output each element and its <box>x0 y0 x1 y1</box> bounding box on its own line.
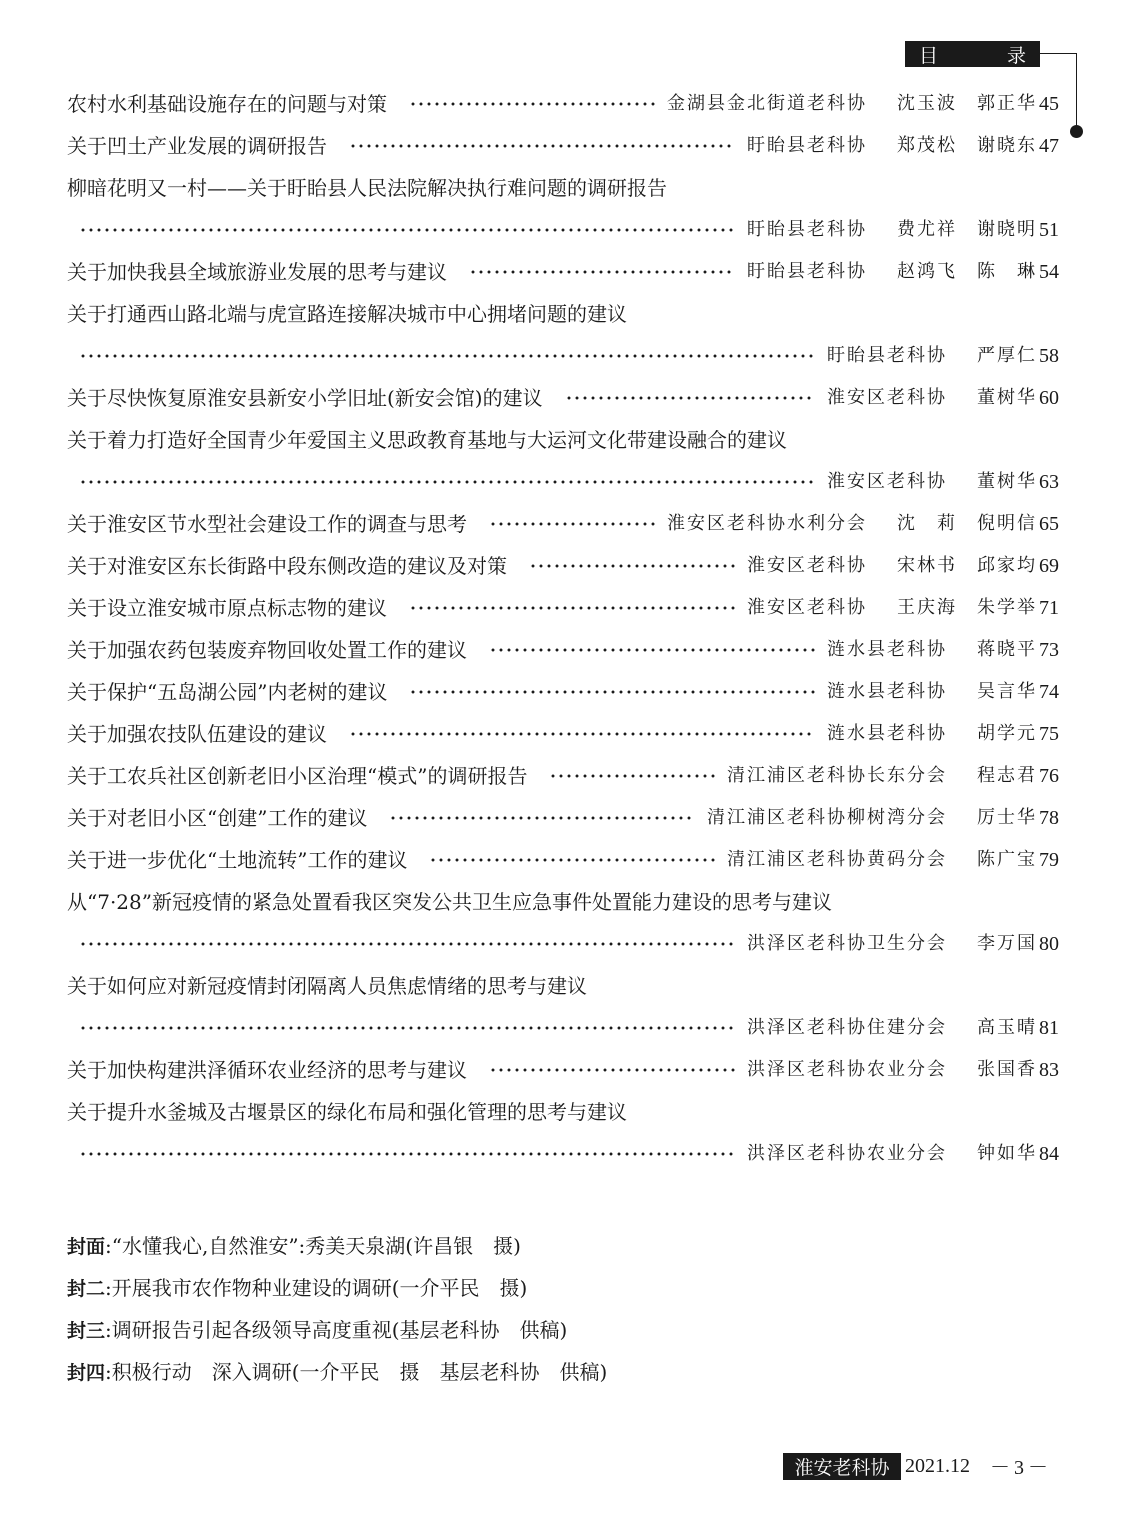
toc-entry-title: 柳暗花明又一村——关于盱眙县人民法院解决执行难问题的调研报告 <box>67 176 667 200</box>
dot-leader <box>469 269 735 275</box>
toc-entry-page: 69 <box>1039 555 1059 577</box>
toc-entry-title: 关于如何应对新冠疫情封闭隔离人员焦虑情绪的思考与建议 <box>67 974 587 998</box>
toc-entry-authors: 宋林书 邱家均 <box>897 555 1037 576</box>
cover-caption-text: :调研报告引起各级领导高度重视(基层老科协 供稿) <box>105 1318 568 1342</box>
toc-entry[interactable] <box>67 251 1059 293</box>
toc-entry-title: 从“7·28”新冠疫情的紧急处置看我区突发公共卫生应急事件处置能力建设的思考与建议 <box>67 890 832 914</box>
cover-caption <box>67 1351 967 1393</box>
toc-entry-title: 关于加强农技队伍建设的建议 <box>67 722 327 746</box>
toc-entry-title: 关于加快构建洪泽循环农业经济的思考与建议 <box>67 1058 467 1082</box>
dot-leader <box>565 395 815 401</box>
toc-entry[interactable] <box>67 839 1059 881</box>
toc-entry[interactable] <box>67 293 1059 335</box>
dot-leader <box>79 941 735 947</box>
dot-leader <box>489 647 815 653</box>
toc-entry-org: 洪泽区老科协卫生分会 <box>747 933 947 954</box>
toc-entry-page: 73 <box>1039 639 1059 661</box>
toc-entry-authors: 董树华 <box>977 387 1037 408</box>
toc-entry-org: 涟水县老科协 <box>827 723 947 744</box>
header-connector-vertical <box>1076 53 1077 131</box>
toc-entry-continuation[interactable] <box>67 461 1059 503</box>
toc-entry-authors: 蒋晓平 <box>977 639 1037 660</box>
dot-leader <box>549 773 715 779</box>
toc-entry-page: 84 <box>1039 1143 1059 1165</box>
cover-caption-label: 封三 <box>67 1320 106 1342</box>
toc-entry-page: 47 <box>1039 135 1059 157</box>
toc-entry-org: 淮安区老科协 <box>827 471 947 492</box>
toc-entry-authors: 吴言华 <box>977 681 1037 702</box>
toc-entry-title: 关于凹土产业发展的调研报告 <box>67 134 327 158</box>
dot-leader <box>409 101 655 107</box>
toc-entry-org: 淮安区老科协水利分会 <box>667 513 867 534</box>
toc-entry-authors: 沈玉波 郭正华 <box>897 93 1037 114</box>
toc-entry-continuation[interactable] <box>67 1007 1059 1049</box>
toc-entry-title: 关于加快我县全域旅游业发展的思考与建议 <box>67 260 447 284</box>
toc-entry-authors: 陈广宝 <box>977 849 1037 870</box>
toc-entry-authors: 王庆海 朱学举 <box>897 597 1037 618</box>
toc-entry-authors: 胡学元 <box>977 723 1037 744</box>
toc-entry-org: 清江浦区老科协黄码分会 <box>727 849 947 870</box>
toc-entry[interactable] <box>67 419 1059 461</box>
toc-entry-org: 金湖县金北街道老科协 <box>667 93 867 114</box>
toc-entry-continuation[interactable] <box>67 923 1059 965</box>
toc-entry-authors: 郑茂松 谢晓东 <box>897 135 1037 156</box>
dot-leader <box>409 605 735 611</box>
toc-entry-authors: 赵鸿飞 陈 琳 <box>897 261 1037 282</box>
toc-entry[interactable] <box>67 965 1059 1007</box>
toc-entry[interactable] <box>67 713 1059 755</box>
dot-leader <box>429 857 715 863</box>
toc-entry-page: 51 <box>1039 219 1059 241</box>
toc-entry-continuation[interactable] <box>67 335 1059 377</box>
dot-leader <box>529 563 735 569</box>
cover-caption-label: 封四 <box>67 1362 106 1384</box>
toc-entry-authors: 李万国 <box>977 933 1037 954</box>
toc-header-label-2: 录 <box>1006 44 1026 67</box>
dot-leader <box>349 143 735 149</box>
toc-entry-authors: 沈 莉 倪明信 <box>897 513 1037 534</box>
toc-entry-page: 45 <box>1039 93 1059 115</box>
toc-entry-page: 74 <box>1039 681 1059 703</box>
cover-caption <box>67 1309 967 1351</box>
cover-caption-text: :积极行动 深入调研(一介平民 摄 基层老科协 供稿) <box>105 1360 608 1384</box>
toc-entry-page: 78 <box>1039 807 1059 829</box>
toc-entry-org: 清江浦区老科协柳树湾分会 <box>707 807 947 828</box>
toc-entry[interactable] <box>67 797 1059 839</box>
toc-entry-org: 洪泽区老科协农业分会 <box>747 1059 947 1080</box>
toc-entry-title: 关于着力打造好全国青少年爱国主义思政教育基地与大运河文化带建设融合的建议 <box>67 428 787 452</box>
toc-entry-authors: 严厚仁 <box>977 345 1037 366</box>
toc-entry-authors: 钟如华 <box>977 1143 1037 1164</box>
toc-entry-org: 盱眙县老科协 <box>747 219 867 240</box>
toc-entry-continuation[interactable] <box>67 209 1059 251</box>
toc-entry-page: 79 <box>1039 849 1059 871</box>
toc-entry-title: 关于对淮安区东长街路中段东侧改造的建议及对策 <box>67 554 507 578</box>
toc-entry-page: 60 <box>1039 387 1059 409</box>
toc-entry-page: 80 <box>1039 933 1059 955</box>
dot-leader <box>79 1025 735 1031</box>
footer-page-number: －3－ <box>990 1457 1052 1479</box>
toc-entry-page: 63 <box>1039 471 1059 493</box>
toc-entry-authors: 张国香 <box>977 1059 1037 1080</box>
toc-entry-org: 洪泽区老科协农业分会 <box>747 1143 947 1164</box>
toc-entry-page: 54 <box>1039 261 1059 283</box>
dot-leader <box>79 1151 735 1157</box>
cover-caption-text: :开展我市农作物种业建设的调研(一介平民 摄) <box>105 1276 528 1300</box>
toc-entry-page: 76 <box>1039 765 1059 787</box>
toc-entry-authors: 高玉晴 <box>977 1017 1037 1038</box>
toc-entry-org: 盱眙县老科协 <box>747 261 867 282</box>
toc-entry-title: 关于工农兵社区创新老旧小区治理“模式”的调研报告 <box>67 764 528 788</box>
footer-journal-name: 淮安老科协 <box>783 1453 901 1480</box>
toc-entry-title: 关于淮安区节水型社会建设工作的调查与思考 <box>67 512 467 536</box>
toc-entry-title: 关于对老旧小区“创建”工作的建议 <box>67 806 368 830</box>
toc-entry[interactable] <box>67 83 1059 125</box>
toc-entry[interactable] <box>67 377 1059 419</box>
toc-entry[interactable] <box>67 671 1059 713</box>
toc-entry[interactable] <box>67 629 1059 671</box>
toc-entry-title: 关于设立淮安城市原点标志物的建议 <box>67 596 387 620</box>
toc-entry-title: 关于提升水釜城及古堰景区的绿化布局和强化管理的思考与建议 <box>67 1100 627 1124</box>
dot-leader <box>489 1067 735 1073</box>
footer-issue-date: 2021.12 <box>905 1455 970 1477</box>
toc-entry-org: 淮安区老科协 <box>747 597 867 618</box>
cover-captions <box>67 1225 967 1393</box>
dot-leader <box>79 227 735 233</box>
toc-entry[interactable] <box>67 881 1059 923</box>
header-connector-horizontal <box>1040 53 1077 54</box>
toc-entry-continuation[interactable] <box>67 1133 1059 1175</box>
toc-entry[interactable] <box>67 1049 1059 1091</box>
toc-entry-page: 71 <box>1039 597 1059 619</box>
toc-entry-org: 涟水县老科协 <box>827 681 947 702</box>
toc-entry-org: 盱眙县老科协 <box>827 345 947 366</box>
toc-entry-title: 关于进一步优化“土地流转”工作的建议 <box>67 848 408 872</box>
toc-header <box>905 41 1040 67</box>
dot-leader <box>409 689 815 695</box>
toc-entry-page: 75 <box>1039 723 1059 745</box>
toc-entry-authors: 费尤祥 谢晓明 <box>897 219 1037 240</box>
toc-entry-org: 淮安区老科协 <box>827 387 947 408</box>
toc-entry-org: 盱眙县老科协 <box>747 135 867 156</box>
toc-entry-org: 洪泽区老科协住建分会 <box>747 1017 947 1038</box>
header-bullet-dot <box>1070 125 1083 138</box>
toc-entry-title: 关于尽快恢复原淮安县新安小学旧址(新安会馆)的建议 <box>67 386 543 410</box>
toc-entry-org: 淮安区老科协 <box>747 555 867 576</box>
cover-caption <box>67 1225 967 1267</box>
toc-entry-title: 关于保护“五岛湖公园”内老树的建议 <box>67 680 388 704</box>
toc-entry[interactable] <box>67 587 1059 629</box>
toc-entry[interactable] <box>67 755 1059 797</box>
dot-leader <box>389 815 695 821</box>
toc-entry-org: 清江浦区老科协长东分会 <box>727 765 947 786</box>
toc-header-label-1: 目 <box>919 44 939 67</box>
toc-entry[interactable] <box>67 125 1059 167</box>
toc-entry-authors: 厉士华 <box>977 807 1037 828</box>
toc-entry-page: 83 <box>1039 1059 1059 1081</box>
dot-leader <box>79 479 815 485</box>
cover-caption-label: 封面 <box>67 1236 106 1258</box>
toc-entry-page: 81 <box>1039 1017 1059 1039</box>
cover-caption-text: :“水懂我心,自然淮安”:秀美天泉湖(许昌银 摄) <box>105 1234 521 1258</box>
cover-caption-label: 封二 <box>67 1278 106 1300</box>
toc-entry-page: 58 <box>1039 345 1059 367</box>
toc-entry-title: 关于加强农药包装废弃物回收处置工作的建议 <box>67 638 467 662</box>
toc-entry-authors: 董树华 <box>977 471 1037 492</box>
dot-leader <box>349 731 815 737</box>
toc-entry[interactable] <box>67 1091 1059 1133</box>
dot-leader <box>489 521 655 527</box>
table-of-contents <box>67 83 1059 1175</box>
toc-entry-page: 65 <box>1039 513 1059 535</box>
toc-entry[interactable] <box>67 503 1059 545</box>
toc-entry[interactable] <box>67 167 1059 209</box>
toc-entry-title: 关于打通西山路北端与虎宣路连接解决城市中心拥堵问题的建议 <box>67 302 627 326</box>
toc-entry[interactable] <box>67 545 1059 587</box>
dot-leader <box>79 353 815 359</box>
cover-caption <box>67 1267 967 1309</box>
toc-entry-org: 涟水县老科协 <box>827 639 947 660</box>
toc-entry-title: 农村水利基础设施存在的问题与对策 <box>67 92 387 116</box>
toc-entry-authors: 程志君 <box>977 765 1037 786</box>
